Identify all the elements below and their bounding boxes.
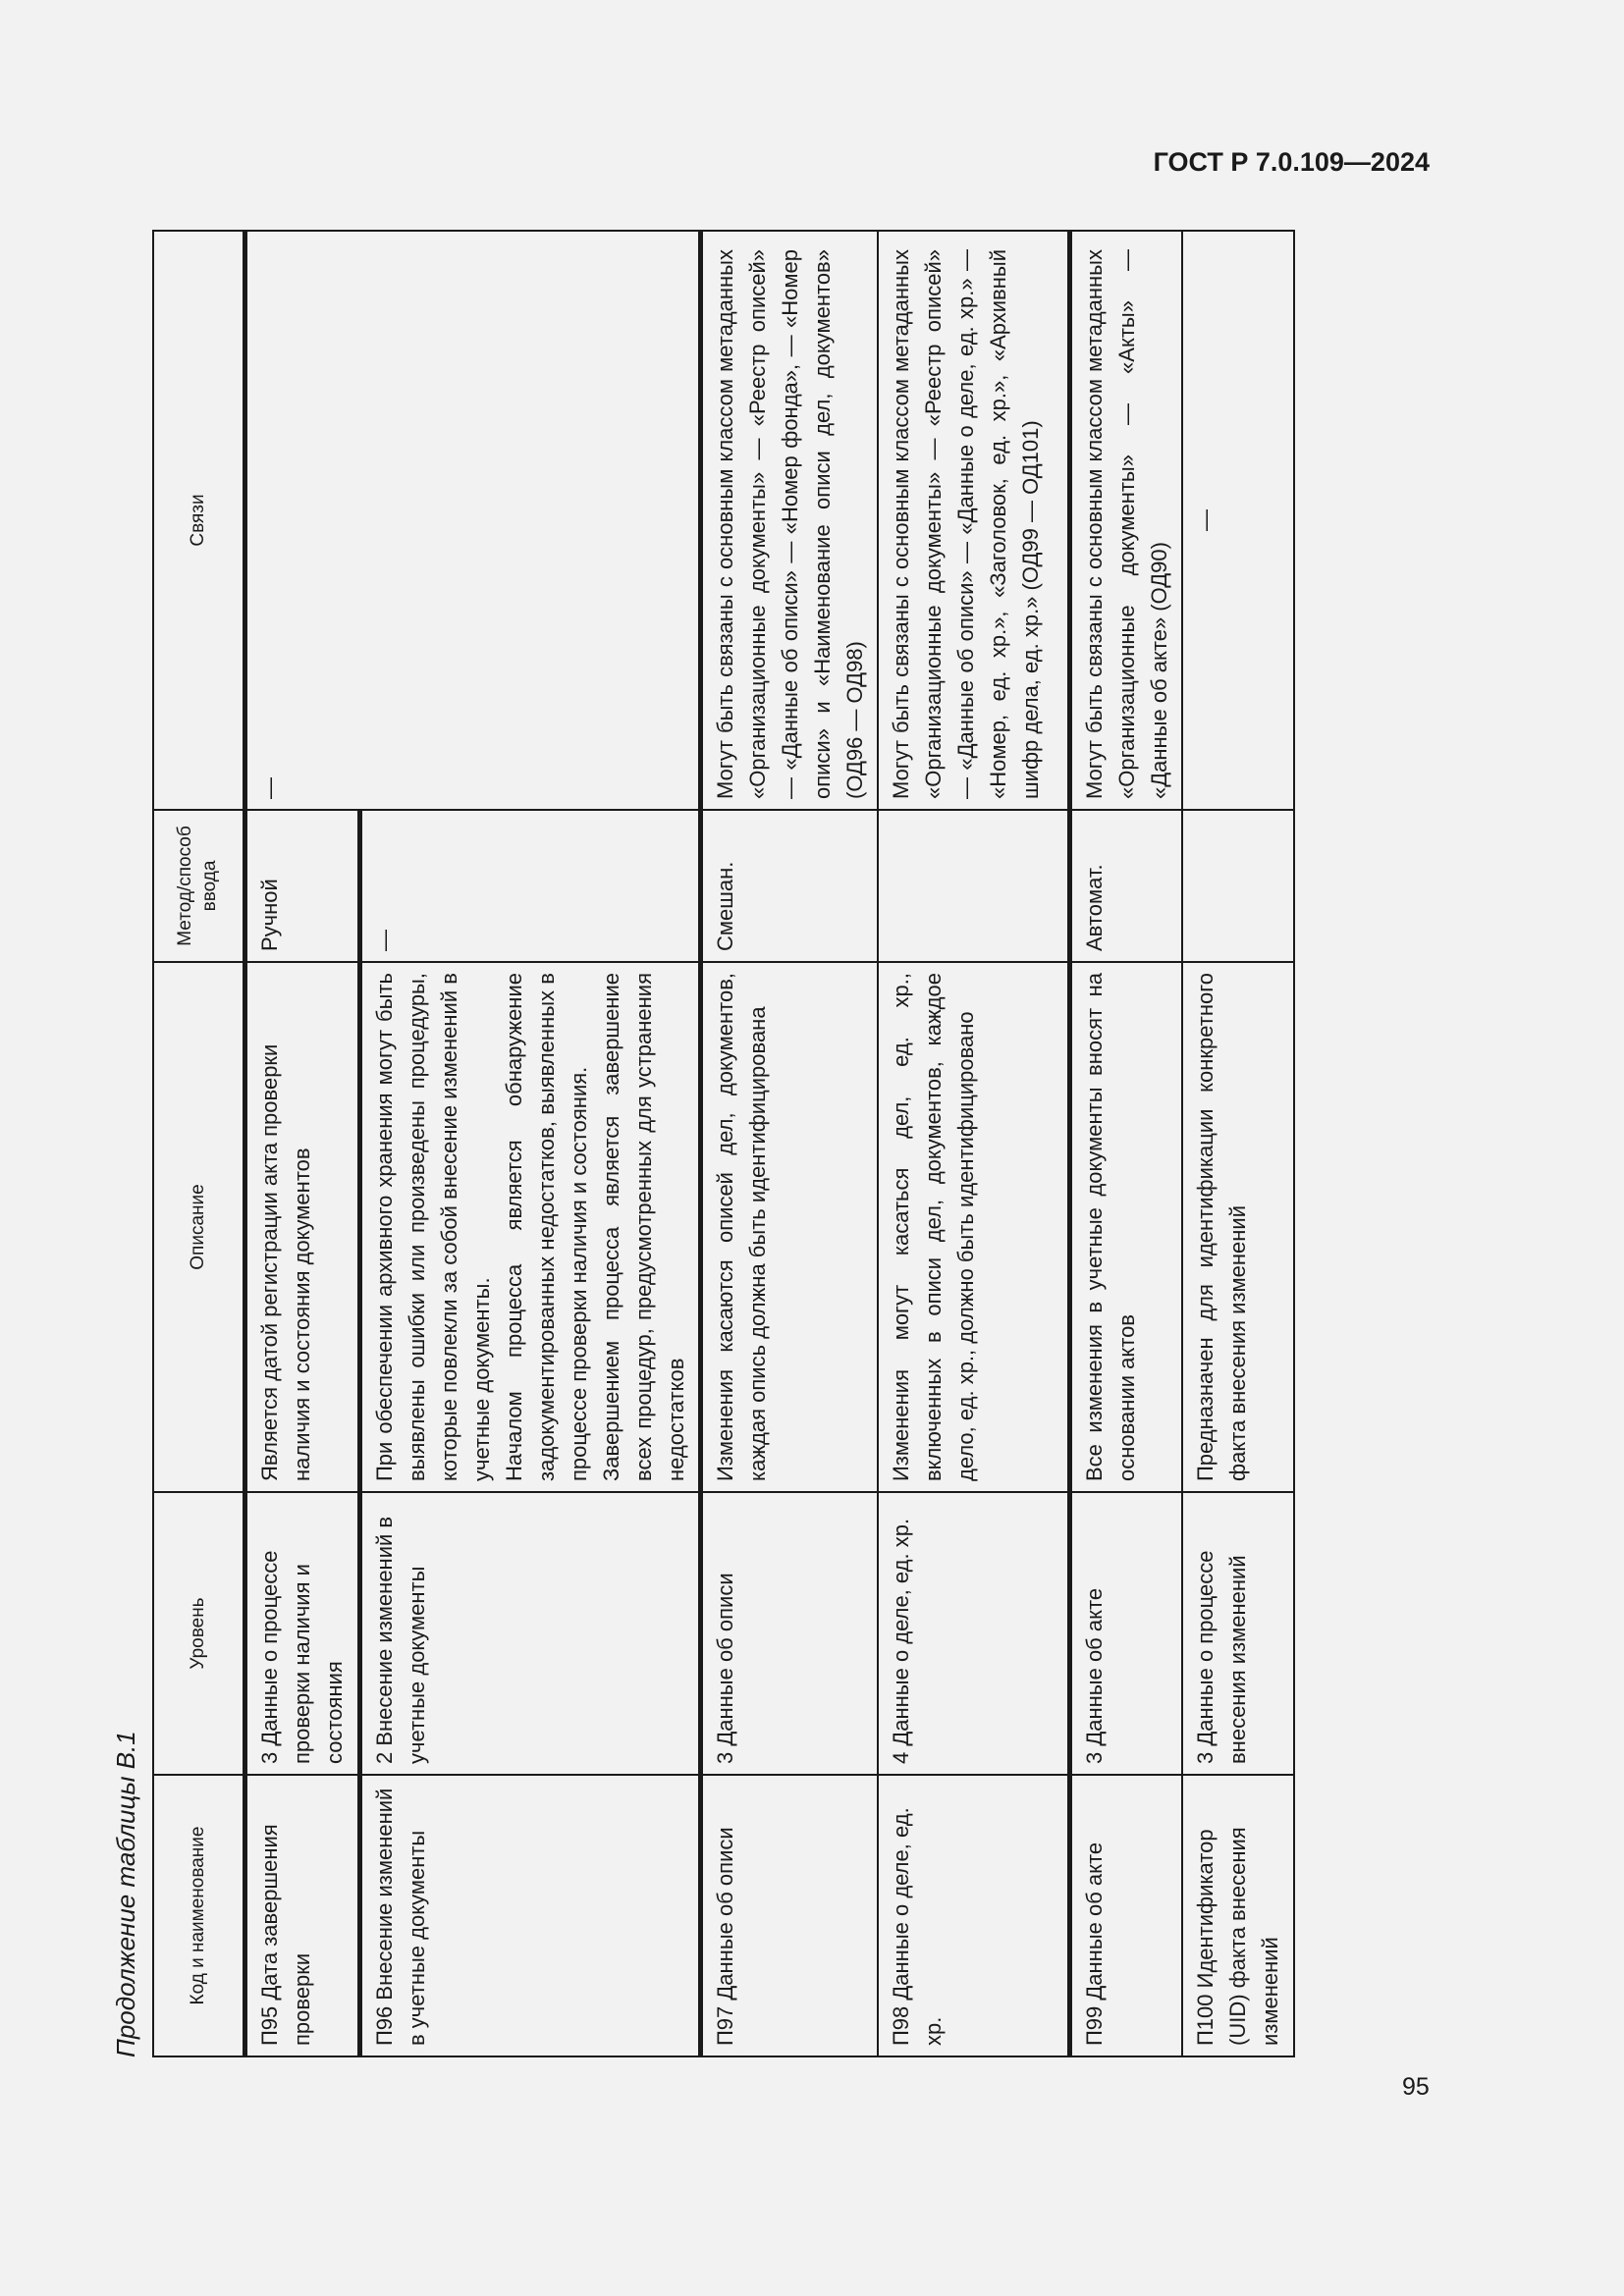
- cell-level: 2 Внесение изменений в учетные документы: [360, 1492, 701, 1775]
- cell-level: 3 Данные о процессе проверки наличия и состояния: [245, 1492, 360, 1775]
- description-paragraph: Началом процесса является обнаружение задокументированных недостатков, выявленных в процессе проверки наличия и состояния.: [502, 973, 591, 1481]
- links-dash: —: [257, 777, 282, 799]
- table-caption: Продолжение таблицы В.1: [111, 1731, 140, 2057]
- cell-code: П95 Дата завершения проверки: [245, 1775, 360, 2056]
- table-row: [1070, 231, 1183, 2056]
- cell-description: Изменения могут касаться дел, ед. хр., включенных в описи дел, документов, каждое дело, ед. хр., должно быть идентифицировано: [878, 962, 1070, 1492]
- cell-links: Могут быть связаны с основным классом метаданных «Организационные документы» — «Реестр описей» — «Данные об описи» — «Номер фонда», — «Номер описи» и «Наименование описи дел, документов» (ОД96 — ОД98): [701, 231, 879, 810]
- cell-level: 3 Данные о процессе внесения изменений: [1182, 1492, 1294, 1775]
- cell-description: Все изменения в учетные документы вносят на основании актов: [1070, 962, 1183, 1492]
- table-header-row: [153, 231, 245, 2056]
- cell-method: [878, 810, 1070, 962]
- document-standard-header: ГОСТ Р 7.0.109—2024: [1153, 147, 1430, 177]
- cell-code: П96 Внесение изменений в учетные документы: [360, 1775, 701, 2056]
- table-row: [245, 231, 360, 2056]
- cell-description: Является датой регистрации акта проверки наличия и состояния документов: [245, 962, 360, 1492]
- cell-method: Ручной: [245, 810, 360, 962]
- metadata-table: [152, 230, 1295, 2057]
- column-header-links: Связи: [153, 231, 245, 810]
- description-paragraph: Завершением процесса является завершение всех процедур, предусмотренных для устранения недостатков: [599, 973, 688, 1481]
- cell-level: 3 Данные об акте: [1070, 1492, 1183, 1775]
- column-header-method: Метод/способ ввода: [153, 810, 245, 962]
- cell-description: Предназначен для идентификации конкретного факта внесения изменений: [1182, 962, 1294, 1492]
- cell-description: [360, 962, 701, 1492]
- cell-code: П97 Данные об описи: [701, 1775, 879, 2056]
- cell-description: Изменения касаются описей дел, документов, каждая опись должна быть идентифицирована: [701, 962, 879, 1492]
- cell-method: Автомат.: [1070, 810, 1183, 962]
- cell-links: —: [1182, 231, 1294, 810]
- cell-level: 3 Данные об описи: [701, 1492, 879, 1775]
- cell-code: П100 Идентификатор (UID) факта внесения изменений: [1182, 1775, 1294, 2056]
- cell-links: [245, 231, 701, 810]
- page-number: 95: [1402, 2073, 1430, 2101]
- cell-method: Смешан.: [701, 810, 879, 962]
- cell-links: Могут быть связаны с основным классом метаданных «Организационные документы» — «Акты» — «Данные об акте» (ОД90): [1070, 231, 1183, 810]
- table-row: [878, 231, 1070, 2056]
- cell-method: [1182, 810, 1294, 962]
- column-header-level: Уровень: [153, 1492, 245, 1775]
- table-row: [701, 231, 879, 2056]
- column-header-code: Код и наименование: [153, 1775, 245, 2056]
- table-row: [1182, 231, 1294, 2056]
- rotated-table-page: [111, 0, 1282, 2057]
- cell-links: Могут быть связаны с основным классом метаданных «Организационные документы» — «Реестр описей» — «Данные об описи» — «Данные о деле, ед. хр.» — «Номер, ед. хр.», «Заголовок, ед. хр.», «Архивный шифр дела, ед. хр.» (ОД99 — ОД101): [878, 231, 1070, 810]
- cell-method: —: [360, 810, 701, 962]
- column-header-description: Описание: [153, 962, 245, 1492]
- cell-code: П98 Данные о деле, ед. хр.: [878, 1775, 1070, 2056]
- cell-code: П99 Данные об акте: [1070, 1775, 1183, 2056]
- description-paragraph: При обеспечении архивного хранения могут быть выявлены ошибки или произведены процедуры, которые повлекли за собой внесение изменений в учетные документы.: [372, 973, 494, 1481]
- cell-level: 4 Данные о деле, ед. хр.: [878, 1492, 1070, 1775]
